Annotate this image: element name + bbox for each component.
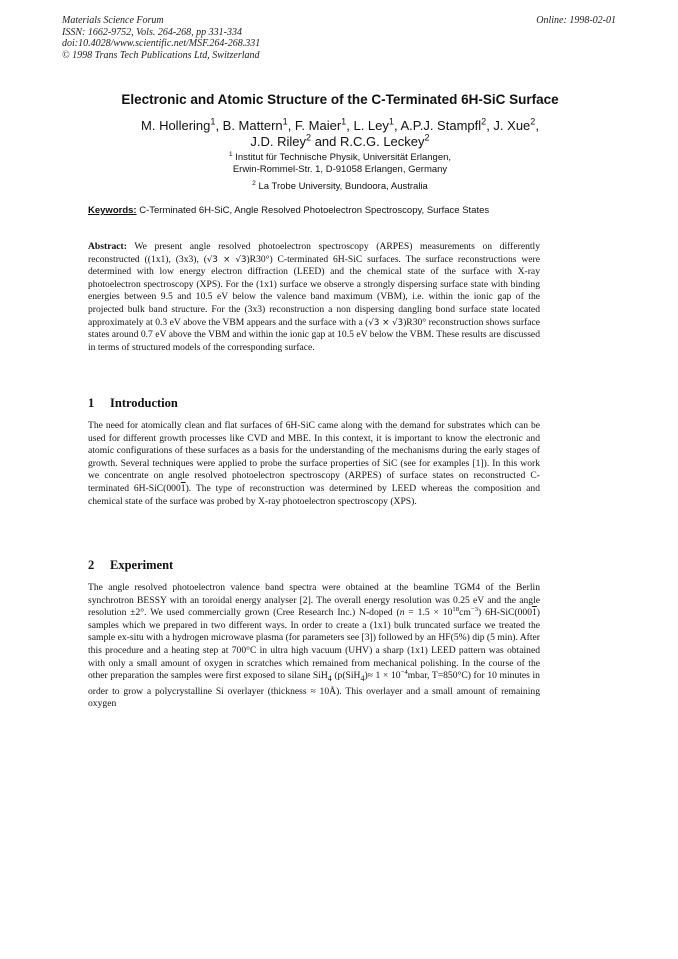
overbar-digit: 1 bbox=[180, 482, 186, 494]
copyright-line: © 1998 Trans Tech Publications Ltd, Switzerland bbox=[62, 49, 260, 61]
keywords-text: C-Terminated 6H-SiC, Angle Resolved Photoelectron Spectroscopy, Surface States bbox=[136, 205, 490, 216]
affiliation-line: Institut für Technische Physik, Universität Erlangen, bbox=[232, 152, 452, 163]
author-list bbox=[60, 118, 620, 150]
author-name: J.D. Riley bbox=[250, 134, 307, 149]
introduction-paragraph bbox=[88, 420, 540, 508]
subscript: 4 bbox=[360, 674, 365, 684]
sqrt-symbol: √3 × √3 bbox=[368, 317, 404, 328]
paragraph-text: cm bbox=[459, 607, 471, 619]
author-name: , B. Mattern bbox=[215, 118, 283, 133]
paragraph-text: )≈ 1 × 10 bbox=[364, 670, 401, 682]
affiliation-line: La Trobe University, Bundoora, Australia bbox=[255, 181, 428, 192]
sqrt-symbol: √3 × √3 bbox=[206, 254, 247, 265]
paragraph-text: The angle resolved photoelectron valence band spectra were obtained at the beamline TGM4 of the Berlin synchrotron BESSY with an toroidal energy analyser [2]. The overall energy resolution was 0.25 eV and the angle resolution ±2°. We used commercially grown (Cree Research Inc.) N-doped ( bbox=[88, 582, 540, 619]
author-name: M. Hollering bbox=[141, 118, 211, 133]
section-number: 1 bbox=[88, 396, 95, 410]
exponent: 18 bbox=[452, 606, 460, 613]
paragraph-text: ) 6H-SiC(000 bbox=[478, 607, 532, 619]
abstract bbox=[88, 241, 540, 354]
keywords-label: Keywords: bbox=[88, 205, 137, 216]
experiment-paragraph bbox=[88, 582, 540, 711]
affiliation-mark: 1 bbox=[210, 116, 216, 127]
paragraph-text: = 1.5 × 10 bbox=[404, 607, 453, 619]
affiliation-mark: 2 bbox=[481, 116, 487, 127]
overbar-digit: 1 bbox=[532, 607, 537, 619]
affiliation-line: Erwin-Rommel-Str. 1, D-91058 Erlangen, Germany bbox=[232, 164, 448, 175]
exponent: −3 bbox=[470, 606, 479, 613]
affiliations bbox=[60, 152, 620, 193]
section-number: 2 bbox=[88, 558, 95, 572]
affiliation-mark: 1 bbox=[228, 150, 233, 158]
paragraph-text: mbar, T=850°C) for 10 minutes in order to grow a polycrystalline Si overlayer (thickness ≈ 10Å). This overlayer and a small amount of remaining oxygen bbox=[88, 670, 540, 710]
paragraph-text: ) samples which we prepared in two different ways. In order to create a (1x1) bulk truncated surface we treated the sample ex-situ with a hydrogen microwave plasma (for parameters see [3]) followed by an HF(5%) dip (5 min). After this procedure and a heating step at 700°C in ultra high vacuum (UHV) a sharp (1x1) LEED pattern was obtained with only a small amount of oxygen in scratches which remained from mechanical polishing. In the course of the other preparation the samples were first exposed to silane SiH bbox=[88, 607, 540, 682]
author-name: , L. Ley bbox=[346, 118, 389, 133]
issn-line: ISSN: 1662-9752, Vols. 264-268, pp 331-334 bbox=[62, 26, 242, 38]
affiliation-mark: 2 bbox=[252, 179, 256, 187]
abstract-text: )R30° reconstruction shows surface states around 0.7 eV above the VBM and within the ionic gap at 10.5 eV below the VBM. These results are discussed in terms of structured models of the corresponding surface. bbox=[88, 316, 540, 353]
keywords bbox=[88, 205, 618, 216]
section-heading-introduction bbox=[88, 396, 178, 411]
affiliation-mark: 1 bbox=[341, 116, 347, 127]
section-heading-experiment bbox=[88, 558, 173, 573]
author-name: , F. Maier bbox=[287, 118, 342, 133]
paper-title: Electronic and Atomic Structure of the C-Terminated 6H-SiC Surface bbox=[121, 92, 559, 107]
subscript: 4 bbox=[327, 674, 332, 684]
journal-header bbox=[62, 15, 616, 61]
affiliation-mark: 2 bbox=[530, 116, 536, 127]
variable-n: n bbox=[399, 607, 405, 619]
paragraph-text: The need for atomically clean and flat surfaces of 6H-SiC came along with the demand for substrates which can be used for different growth processes like CVD and MBE. In this context, it is important to know the electronic and atomic configurations of these surfaces as a basis for the understanding of the mechanisms during the early stages of growth. Several techniques were applied to probe the surface properties of SiC (see for examples [1]). In this work we concentrate on angle resolved photoelectron spectroscopy (ARPES) of surface states on reconstructed C-terminated 6H-SiC(000 bbox=[88, 420, 540, 494]
author-separator: , bbox=[535, 118, 539, 133]
author-name: , J. Xue bbox=[486, 118, 531, 133]
exponent: −4 bbox=[400, 668, 408, 676]
paragraph-text: (p(SiH bbox=[331, 670, 361, 682]
author-name: , A.P.J. Stampfl bbox=[393, 118, 482, 133]
affiliation-mark: 1 bbox=[388, 116, 394, 127]
online-date: Online: 1998-02-01 bbox=[536, 15, 616, 26]
journal-name: Materials Science Forum bbox=[62, 15, 164, 26]
section-title: Introduction bbox=[110, 396, 178, 410]
abstract-label: Abstract: bbox=[88, 241, 127, 252]
paragraph-text: ). The type of reconstruction was determined by LEED whereas the composition and chemical state of the surface was probed by X-ray photoelectron spectroscopy (XPS). bbox=[88, 482, 541, 507]
doi-line[interactable]: doi:10.4028/www.scientific.net/MSF.264-268.331 bbox=[62, 38, 261, 49]
affiliation-mark: 2 bbox=[306, 132, 312, 143]
abstract-text: )R30°) C-terminated 6H-SiC surfaces. The surface reconstructions were determined with low energy electron diffraction (LEED) and the chemical state of the surface with X-ray photoelectron spectroscopy (XPS). For the (1x1) surface we observe a strongly dispersing surface state with binding energies between 9.5 and 10.5 eV below the valence band maximum (VBM), i.e. within the ionic gap of the projected bulk band structure. For the (3x3) reconstruction a non dispersing dangling bond surface state located approximately at 0.3 eV above the VBM appears and the surface with a ( bbox=[88, 253, 540, 328]
affiliation-mark: 2 bbox=[424, 132, 430, 143]
abstract-text: We present angle resolved photoelectron spectroscopy (ARPES) measurements on differently reconstructed ((1x1), (3x3), ( bbox=[88, 241, 540, 265]
author-name: and R.C.G. Leckey bbox=[311, 134, 425, 149]
section-title: Experiment bbox=[110, 558, 174, 572]
affiliation-mark: 1 bbox=[282, 116, 288, 127]
